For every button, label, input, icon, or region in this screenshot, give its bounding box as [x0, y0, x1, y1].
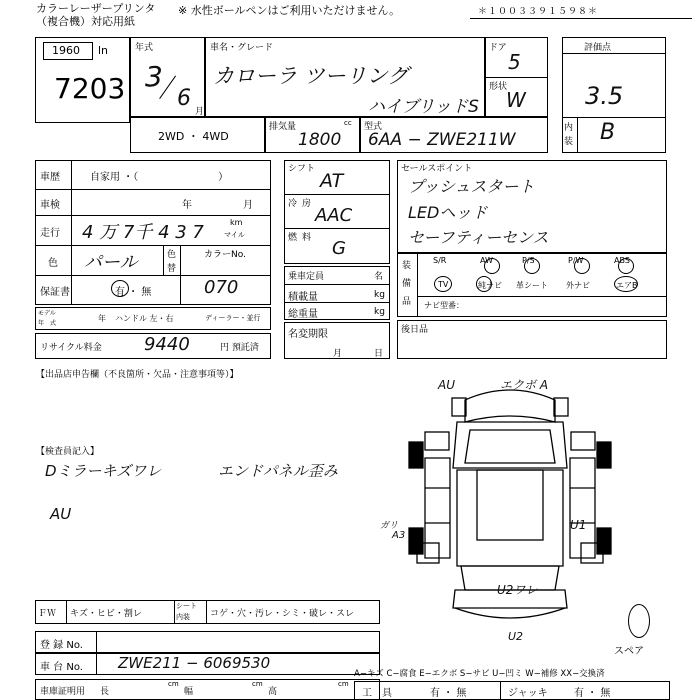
ballpen-notice: ※ 水性ボールペンはご利用いただけません。: [178, 4, 401, 17]
warranty-circle: [111, 280, 129, 297]
ac-label-2: 房: [302, 199, 312, 209]
diagram-top-mark-2: エクボ A: [500, 378, 549, 392]
diagram-bottom-mark: U2ワレ: [497, 583, 538, 597]
diagram-side-mark-1: ガリ: [380, 521, 399, 531]
month-unit: 月: [195, 107, 205, 117]
rating-label: 評価点: [584, 43, 612, 53]
model-year-dealer: ディーラー・並行: [205, 314, 261, 322]
equip-navi: 純ナビ: [478, 281, 502, 290]
sales-points-label: セールスポイント: [401, 164, 473, 174]
tools-label: 工 具: [362, 688, 392, 699]
drive-label: 2WD ・ 4WD: [158, 130, 229, 143]
recycle-value: 9440: [144, 334, 190, 355]
model-year-label-1: モデル: [38, 310, 56, 317]
diagram-right-mark: U1: [570, 518, 587, 532]
color-change-label-1: 色: [167, 250, 177, 260]
equipment-label-col: [417, 253, 418, 317]
shift-label: シフト: [288, 164, 316, 174]
capacity-row-line: [284, 302, 390, 303]
model-label: 型式: [364, 122, 383, 132]
seat-label-1: シート: [176, 602, 197, 610]
spec-row-line: [284, 194, 390, 195]
info-row-line: [35, 245, 271, 246]
displacement-label: 排気量: [269, 122, 297, 132]
diagram-under-mark: U2: [508, 630, 524, 643]
warranty-label: 保証書: [40, 287, 70, 298]
printer-note-line1: カラーレーザープリンタ: [36, 2, 156, 15]
lot-number: 7203: [54, 72, 126, 105]
model-year-handle: ハンドル 左・右: [115, 314, 174, 323]
inspection-year-unit: 年: [182, 200, 192, 211]
color-no-label: カラーNo.: [204, 250, 246, 260]
fuel-label-2: 料: [302, 233, 312, 243]
displacement-unit: cc: [344, 119, 352, 127]
barcode-line: [470, 18, 692, 19]
recycle-label: リサイクル料金: [40, 343, 102, 353]
spare-label: スペア: [614, 646, 644, 657]
later-items-label: 後日品: [401, 325, 429, 335]
model-value: 6AA − ZWE211W: [368, 130, 516, 150]
inspector-note-2: エンドパネル歪み: [218, 462, 338, 480]
fuel-label-1: 燃: [288, 233, 298, 243]
equip-ext-navi: 外ナビ: [566, 281, 590, 290]
jack-value: 有 ・ 無: [574, 688, 611, 699]
nav-model-label: ナビ型番：: [424, 301, 464, 310]
registration-box: [35, 631, 380, 653]
seat-value: コゲ・穴・汚レ・シミ・破レ・スレ: [210, 609, 355, 619]
rating-header-line: [562, 53, 666, 54]
chassis-label: 車 台 No.: [40, 662, 83, 673]
cert-box: [35, 679, 380, 700]
month-value: 6: [177, 86, 191, 111]
car-label: 車名・グレード: [210, 43, 274, 53]
shape-label: 形状: [489, 82, 508, 92]
expiry-day-unit: 日: [374, 349, 384, 359]
equip-navi-circle: [476, 276, 492, 292]
cert-height-unit: cm: [338, 680, 349, 688]
doors-value: 5: [508, 50, 521, 74]
equip-ps: P/S: [522, 256, 535, 265]
shift-value: AT: [320, 170, 344, 192]
equipment-label-3: 品: [402, 297, 412, 307]
inspector-note-3: AU: [50, 505, 72, 523]
seller-notes-label: 【出品店申告欄（不良箇所・欠品・注意事項等）】: [36, 370, 239, 380]
cert-label: 車庫証明用: [40, 687, 86, 697]
inspection-month-unit: 月: [243, 200, 253, 211]
color-label: 色: [48, 258, 58, 269]
load-label: 積載量: [288, 292, 318, 303]
rating-value: 3.5: [585, 82, 624, 110]
weight-label: 総重量: [288, 309, 318, 320]
seat-label-2: 内装: [176, 613, 190, 621]
equip-aw-circle: [484, 258, 500, 274]
capacity-label: 乗車定員: [288, 272, 325, 282]
interior-label-1: 内: [564, 123, 574, 133]
mileage-value: 4 万 7千 4 3 7: [82, 222, 204, 243]
seat-divider: [174, 600, 175, 624]
history-label: 車歴: [40, 172, 60, 183]
equipment-nav-line: [417, 296, 667, 297]
damage-legend: A−キズ C−腐食 E−エクボ S−サビ U−凹ミ W−補修 XX−交換済: [354, 669, 605, 679]
interior-value: B: [600, 120, 616, 145]
fw-value: キズ・ヒビ・割レ: [70, 609, 142, 619]
recycle-unit: 円 預託済: [220, 343, 259, 353]
fw-label: ＦＷ: [38, 609, 57, 619]
color-value: パール: [84, 252, 138, 273]
warranty-value: 有 ・ 無: [115, 287, 152, 298]
chassis-value: ZWE211 − 6069530: [118, 654, 271, 672]
mileage-unit-km: km: [230, 218, 243, 227]
inspector-note-1: Dミラーキズワレ: [45, 462, 162, 480]
later-items-box: [397, 320, 667, 359]
displacement-value: 1800: [298, 130, 342, 150]
inspector-label: 【検査員記入】: [36, 447, 100, 457]
car-grade: ハイブリッドS: [368, 97, 479, 117]
cert-length: 長: [100, 687, 110, 697]
expiry-label: 名変期限: [288, 329, 328, 340]
spare-tire-icon: [628, 604, 650, 638]
equip-aw: AW: [480, 256, 493, 265]
equip-sr: S/R: [433, 256, 447, 265]
cert-width-unit: cm: [252, 680, 263, 688]
ac-label-1: 冷: [288, 199, 298, 209]
sales-point-2: LEDヘッド: [408, 203, 488, 222]
year-label: 年式: [135, 43, 154, 53]
fw-divider: [66, 600, 67, 624]
seat-label-divider: [206, 600, 207, 624]
doors-divider: [485, 77, 548, 78]
info-row-line: [35, 275, 271, 276]
tools-value: 有 ・ 無: [430, 688, 467, 699]
equipment-label-1: 装: [402, 261, 412, 271]
doors-label: ドア: [489, 43, 507, 53]
mileage-unit-mile: マイル: [224, 231, 245, 239]
diagram-top-mark-1: AU: [438, 378, 455, 392]
registration-label: 登 録 No.: [40, 640, 83, 651]
ac-value: AAC: [315, 205, 353, 226]
lot-tag: 1960: [52, 44, 80, 57]
printer-note-line2: （複合機）対応用紙: [36, 15, 135, 28]
info-row-line: [35, 215, 271, 216]
tools-divider: [500, 681, 501, 700]
equip-airbag: エアB: [616, 281, 638, 290]
shape-value: W: [506, 88, 526, 112]
year-value: 3: [145, 60, 163, 93]
sales-point-3: セーフティーセンス: [408, 228, 549, 247]
car-name: カローラ ツーリング: [213, 64, 409, 88]
sales-point-1: プッシュスタート: [408, 177, 535, 196]
model-year-label-2: 年 式: [38, 320, 57, 327]
equip-pw-circle: [574, 258, 590, 274]
diagram-side-mark-2: A3: [392, 530, 406, 541]
jack-label: ジャッキ: [508, 688, 548, 699]
equip-abs: ABS: [614, 256, 630, 265]
color-no-value: 070: [204, 277, 239, 298]
capacity-row-line: [284, 284, 390, 285]
equipment-label-2: 備: [402, 279, 412, 289]
equip-leather: 革シート: [516, 281, 548, 290]
capacity-unit: 名: [374, 272, 384, 282]
mileage-label: 走行: [40, 228, 60, 239]
barcode-number: ＊１００３３９１５９８＊: [478, 7, 599, 17]
color-change-divider: [163, 245, 164, 275]
equip-airbag-circle: [614, 276, 638, 292]
cert-length-unit: cm: [168, 680, 179, 688]
equip-abs-circle: [618, 258, 634, 274]
equip-tv: TV: [438, 280, 449, 289]
model-year-unit: 年: [98, 314, 106, 323]
cert-width: 幅: [184, 687, 194, 697]
color-no-value-divider: [180, 275, 181, 305]
weight-unit: kg: [374, 307, 385, 317]
spec-row-line: [284, 228, 390, 229]
color-change-label-2: 替: [167, 264, 177, 274]
equip-tv-circle: [434, 276, 452, 292]
info-row-line: [35, 189, 271, 190]
load-unit: kg: [374, 290, 385, 300]
cert-height: 高: [268, 687, 278, 697]
lot-tag-suffix: ln: [98, 44, 109, 57]
interior-label-2: 装: [564, 137, 574, 147]
history-value: 自家用 ・（ ）: [90, 172, 229, 183]
expiry-month-unit: 月: [333, 349, 343, 359]
inspection-label: 車検: [40, 200, 60, 211]
equip-ps-circle: [524, 258, 540, 274]
color-no-divider: [180, 245, 181, 275]
info-label-col: [71, 160, 72, 305]
equip-pw: P/W: [568, 256, 584, 265]
interior-divider: [577, 117, 578, 153]
fuel-value: G: [332, 238, 346, 259]
